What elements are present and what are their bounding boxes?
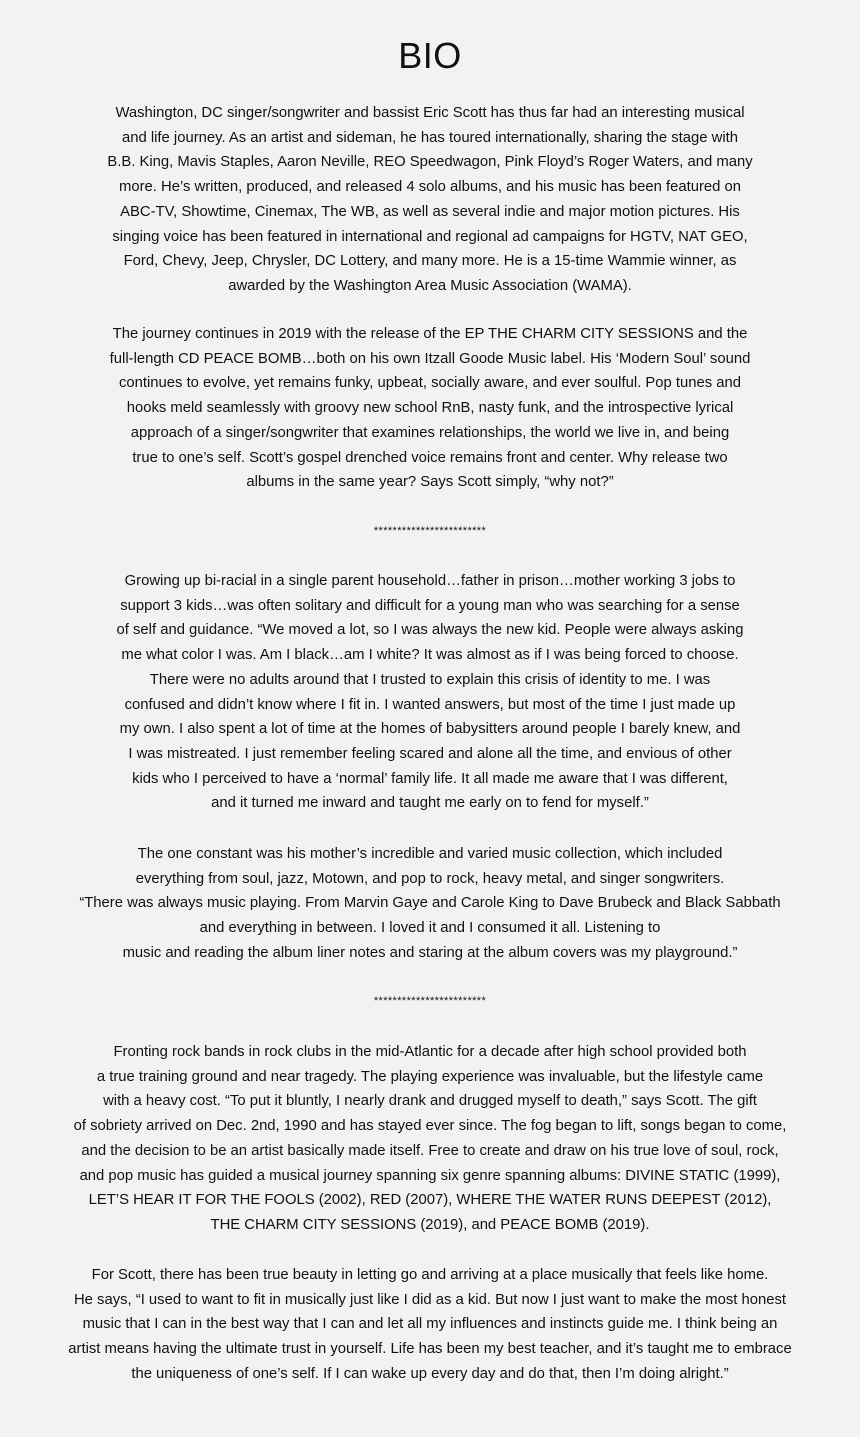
paragraph-line: continues to evolve, yet remains funky, upbeat, socially aware, and ever soulful. Pop tunes and (118, 375, 742, 392)
paragraph-line: awarded by the Washington Area Music Association (WAMA). (228, 277, 632, 294)
paragraph-line: hooks meld seamlessly with groovy new school RnB, nasty funk, and the introspective lyrical (126, 400, 734, 417)
bio-paragraph-rock-bands (0, 1040, 860, 1238)
paragraph-line: the uniqueness of one’s self. If I can wake up every day and do that, then I’m doing alright.” (131, 1365, 729, 1382)
paragraph-line: approach of a singer/songwriter that examines relationships, the world we live in, and being (130, 424, 730, 441)
paragraph-line: For Scott, there has been true beauty in letting go and arriving at a place musically that feels like home. (91, 1267, 769, 1283)
paragraph-line: ABC-TV, Showtime, Cinemax, The WB, as well as several indie and major motion pictures. His (120, 203, 740, 220)
paragraph-line: kids who I perceived to have a ‘normal’ family life. It all made me aware that I was different, (132, 770, 728, 787)
bio-paragraph-music-collection (0, 842, 860, 966)
paragraph-line: THE CHARM CITY SESSIONS (2019), and PEACE BOMB (2019). (210, 1216, 650, 1233)
paragraph-line: Fronting rock bands in rock clubs in the mid-Atlantic for a decade after high school provided both (113, 1044, 747, 1060)
paragraph-line: and pop music has guided a musical journey spanning six genre spanning albums: DIVINE STATIC (1999), (79, 1167, 781, 1184)
paragraph-line: more. He’s written, produced, and released 4 solo albums, and his music has been featured on (118, 179, 742, 196)
paragraph-line: albums in the same year? Says Scott simply, “why not?” (246, 474, 614, 491)
bio-paragraph-childhood (0, 569, 860, 816)
section-separator: ************************ (373, 995, 487, 1007)
paragraph-line: singing voice has been featured in international and regional ad campaigns for HGTV, NAT GEO, (112, 228, 748, 245)
paragraph-line: of self and guidance. “We moved a lot, so I was always the new kid. People were always asking (116, 622, 744, 639)
paragraph-line: a true training ground and near tragedy. The playing experience was invaluable, but the lifestyle came (96, 1068, 764, 1085)
paragraph-line: full-length CD PEACE BOMB…both on his own Itzall Goode Music label. His ‘Modern Soul’ sound (109, 350, 751, 367)
bio-paragraph-closing (0, 1263, 860, 1387)
section-separator: ************************ (373, 525, 487, 537)
paragraph-line: He says, “I used to want to fit in musically just like I did as a kid. But now I just want to make the most honest (73, 1291, 787, 1308)
paragraph-line: B.B. King, Mavis Staples, Aaron Neville, REO Speedwagon, Pink Floyd’s Roger Waters, and many (107, 154, 753, 171)
paragraph-line: Growing up bi-racial in a single parent household…father in prison…mother working 3 jobs to (124, 573, 736, 589)
paragraph-line: “There was always music playing. From Marvin Gaye and Carole King to Dave Brubeck and Black Sabbath (79, 895, 781, 912)
paragraph-line: The one constant was his mother’s incredible and varied music collection, which included (137, 846, 723, 862)
paragraph-line: LET’S HEAR IT FOR THE FOOLS (2002), RED (2007), WHERE THE WATER RUNS DEEPEST (2012), (88, 1192, 772, 1209)
paragraph-line: everything from soul, jazz, Motown, and pop to rock, heavy metal, and singer songwriters. (135, 870, 725, 887)
paragraph-line: There were no adults around that I trusted to explain this crisis of identity to me. I was (149, 671, 711, 688)
paragraph-line: of sobriety arrived on Dec. 2nd, 1990 and has stayed ever since. The fog began to lift, songs began to come, (73, 1118, 787, 1135)
paragraph-line: and life journey. As an artist and sideman, he has toured internationally, sharing the stage with (121, 129, 738, 146)
paragraph-line: with a heavy cost. “To put it bluntly, I nearly drank and drugged myself to death,” says Scott. The gift (103, 1093, 757, 1110)
paragraph-line: artist means having the ultimate trust in yourself. Life has been my best teacher, and it’s taught me to embrace (68, 1341, 792, 1358)
paragraph-line: The journey continues in 2019 with the release of the EP THE CHARM CITY SESSIONS and the (112, 326, 748, 342)
bio-paragraph-intro (0, 101, 860, 299)
paragraph-line: Ford, Chevy, Jeep, Chrysler, DC Lottery, and many more. He is a 15-time Wammie winner, as (123, 253, 737, 270)
paragraph-line: and everything in between. I loved it and I consumed it all. Listening to (199, 920, 661, 937)
paragraph-line: me what color I was. Am I black…am I white? It was almost as if I was being forced to choose. (121, 647, 739, 664)
paragraph-line: music that I can in the best way that I can and let all my influences and instincts guide me. I think being an (82, 1316, 778, 1333)
paragraph-line: and it turned me inward and taught me early on to fend for myself.” (211, 795, 649, 812)
page-title: BIO (398, 35, 462, 76)
paragraph-line: Washington, DC singer/songwriter and bassist Eric Scott has thus far had an interesting musical (115, 105, 745, 121)
paragraph-line: music and reading the album liner notes and staring at the album covers was my playground.” (122, 944, 738, 961)
paragraph-line: and the decision to be an artist basically made itself. Free to create and draw on his true love of soul, rock, (81, 1142, 779, 1159)
bio-paragraph-journey (0, 322, 860, 495)
paragraph-line: confused and didn’t know where I fit in. I wanted answers, but most of the time I just made up (124, 696, 736, 713)
paragraph-line: I was mistreated. I just remember feeling scared and alone all the time, and envious of other (128, 745, 732, 762)
paragraph-line: true to one’s self. Scott’s gospel drenched voice remains front and center. Why release two (132, 449, 728, 466)
paragraph-line: support 3 kids…was often solitary and difficult for a young man who was searching for a sense (120, 597, 740, 614)
paragraph-line: my own. I also spent a lot of time at the homes of babysitters around people I barely knew, and (119, 721, 741, 738)
